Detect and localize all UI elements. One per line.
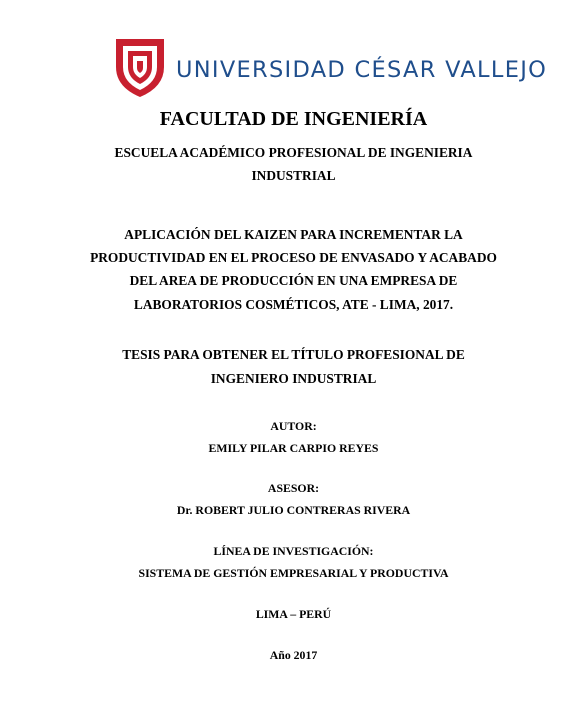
faculty-name: FACULTAD DE INGENIERÍA — [159, 108, 428, 130]
author-name: EMILY PILAR CARPIO REYES — [208, 441, 379, 455]
location: LIMA – PERÚ — [255, 607, 332, 621]
thesis-title-line-1: APLICACIÓN DEL KAIZEN PARA INCREMENTAR LA — [124, 227, 463, 242]
advisor-label: ASESOR: — [267, 481, 320, 495]
school-name-line-1: ESCUELA ACADÉMICO PROFESIONAL DE INGENIERIA — [114, 145, 473, 160]
thesis-title-line-3: DEL AREA DE PRODUCCIÓN EN UNA EMPRESA DE — [129, 273, 458, 288]
university-logo — [114, 37, 548, 101]
degree-line-2: INGENIERO INDUSTRIAL — [210, 371, 377, 386]
thesis-title-line-2: PRODUCTIVIDAD EN EL PROCESO DE ENVASADO Y ACABADO — [90, 250, 497, 265]
university-shield-icon — [114, 37, 166, 99]
degree-line-1: TESIS PARA OBTENER EL TÍTULO PROFESIONAL DE — [122, 347, 465, 362]
advisor-name: Dr. ROBERT JULIO CONTRERAS RIVERA — [176, 503, 411, 517]
research-line-value: SISTEMA DE GESTIÓN EMPRESARIAL Y PRODUCTIVA — [138, 566, 449, 580]
university-name: UNIVERSIDAD CÉSAR VALLEJO — [176, 57, 548, 83]
year: Año 2017 — [269, 648, 318, 662]
research-line-label: LÍNEA DE INVESTIGACIÓN: — [213, 544, 374, 558]
thesis-title-line-4: LABORATORIOS COSMÉTICOS, ATE - LIMA, 2017. — [133, 297, 454, 312]
author-label: AUTOR: — [270, 419, 317, 433]
school-name-line-2: INDUSTRIAL — [251, 168, 336, 183]
